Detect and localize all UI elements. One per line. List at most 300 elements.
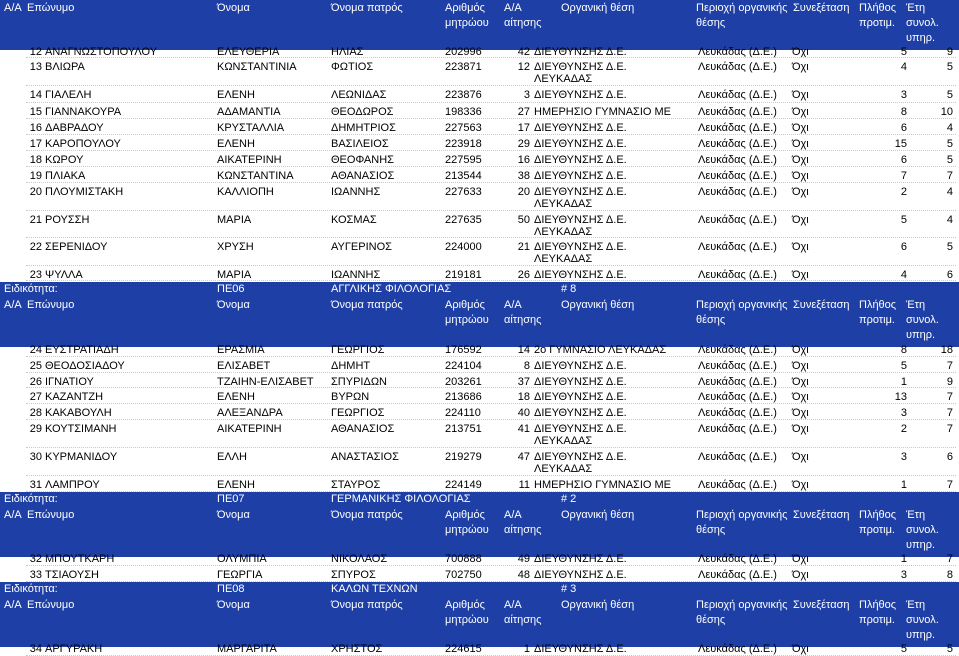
row-surname: ΑΡΓΥΡΑΚΗ: [45, 643, 103, 655]
table-row: [0, 373, 959, 388]
row-surname: ΜΠΟΥΤΚΑΡΗ: [45, 553, 115, 565]
row-spouse: Όχι: [792, 89, 809, 101]
row-name: ΚΩΝΣΤΑΝΤΙΝΙΑ: [217, 61, 297, 73]
row-position-line1: ΔΙΕΥΘΥΝΣΗΣ Δ.Ε.: [534, 122, 627, 134]
header-app-no-line1: Α/Α: [504, 599, 522, 611]
row-service-years: 7: [946, 553, 953, 565]
row-position-line1: ΔΙΕΥΘΥΝΣΗΣ Δ.Ε.: [534, 46, 627, 58]
row-father-name: ΒΥΡΩΝ: [331, 391, 370, 403]
row-area: Λευκάδας (Δ.Ε.): [698, 423, 777, 435]
row-position-line1: ΔΙΕΥΘΥΝΣΗΣ Δ.Ε.: [534, 269, 627, 281]
table-row: [0, 550, 959, 566]
header-name: Όνομα: [217, 599, 250, 611]
row-area: Λευκάδας (Δ.Ε.): [698, 138, 777, 150]
header-points-line2: προτιμ.: [859, 524, 895, 536]
row-aa: 23: [29, 269, 42, 281]
row-position-line1: ΔΙΕΥΘΥΝΣΗΣ Δ.Ε.: [534, 360, 627, 372]
row-application-number: 26: [517, 269, 530, 281]
row-name: ΑΙΚΑΤΕΡΙΝΗ: [217, 423, 282, 435]
row-position-line1: ΔΙΕΥΘΥΝΣΗΣ Δ.Ε.: [534, 407, 627, 419]
row-aa: 21: [29, 214, 42, 226]
row-registry-number: 227635: [445, 214, 482, 226]
header-registry-line2: μητρώου: [445, 614, 489, 626]
row-aa: 32: [29, 553, 42, 565]
row-aa: 30: [29, 451, 42, 463]
header-registry-line1: Αριθμός: [445, 509, 485, 521]
header-points-line2: προτιμ.: [859, 17, 895, 29]
row-preferences-count: 1: [900, 553, 907, 565]
row-spouse: Όχι: [792, 407, 809, 419]
row-divider: [26, 280, 956, 281]
row-father-name: ΘΕΟΔΩΡΟΣ: [331, 106, 394, 118]
header-app-no-line1: Α/Α: [504, 509, 522, 521]
row-area: Λευκάδας (Δ.Ε.): [698, 391, 777, 403]
row-surname: ΚΥΡΜΑΝΙΔΟΥ: [45, 451, 118, 463]
header-area-line1: Περιοχή οργανικής: [696, 2, 788, 14]
specialty-bar: [0, 582, 959, 597]
header-father-name: Όνομα πατρός: [331, 2, 403, 14]
row-name: ΧΡΥΣΗ: [217, 241, 254, 253]
row-aa: 18: [29, 154, 42, 166]
specialty-label: Ειδικότητα:: [4, 583, 58, 595]
row-spouse: Όχι: [792, 423, 809, 435]
row-area: Λευκάδας (Δ.Ε.): [698, 344, 777, 356]
row-application-number: 8: [523, 360, 530, 372]
row-registry-number: 213686: [445, 391, 482, 403]
row-spouse: Όχι: [792, 46, 809, 58]
header-area-line2: θέσης: [696, 17, 726, 29]
table-row: [0, 388, 959, 404]
row-aa: 24: [29, 344, 42, 356]
row-preferences-count: 8: [900, 106, 907, 118]
row-position-line2: ΛΕΥΚΑΔΑΣ: [534, 463, 593, 475]
row-area: Λευκάδας (Δ.Ε.): [698, 46, 777, 58]
row-father-name: ΒΑΣΙΛΕΙΟΣ: [331, 138, 389, 150]
header-father-name: Όνομα πατρός: [331, 299, 403, 311]
row-service-years: 7: [946, 391, 953, 403]
row-preferences-count: 8: [900, 344, 907, 356]
row-name: ΕΛΙΣΑΒΕΤ: [217, 360, 271, 372]
row-registry-number: 213751: [445, 423, 482, 435]
header-aa: Α/Α: [4, 509, 22, 521]
row-father-name: ΑΥΓΕΡΙΝΟΣ: [331, 241, 392, 253]
row-spouse: Όχι: [792, 170, 809, 182]
header-years-line1: Έτη: [906, 299, 926, 311]
row-surname: ΕΥΣΤΡΑΤΙΑΔΗ: [45, 344, 119, 356]
row-spouse: Όχι: [792, 106, 809, 118]
row-position-line1: ΔΙΕΥΘΥΝΣΗΣ Δ.Ε.: [534, 186, 627, 198]
row-position-line2: ΛΕΥΚΑΔΑΣ: [534, 198, 593, 210]
row-name: ΕΛΕΝΗ: [217, 479, 255, 491]
row-father-name: ΣΤΑΥΡΟΣ: [331, 479, 381, 491]
row-position-line1: ΔΙΕΥΘΥΝΣΗΣ Δ.Ε.: [534, 423, 627, 435]
specialty-title: ΚΑΛΩΝ ΤΕΧΝΩΝ: [331, 583, 418, 595]
row-father-name: ΛΕΩΝΙΔΑΣ: [331, 89, 387, 101]
table-row: [0, 43, 959, 58]
header-years-line3: υπηρ.: [906, 32, 936, 44]
header-registry-line1: Αριθμός: [445, 299, 485, 311]
row-area: Λευκάδας (Δ.Ε.): [698, 122, 777, 134]
table-row: [0, 119, 959, 135]
row-application-number: 38: [517, 170, 530, 182]
row-name: ΚΡΥΣΤΑΛΛΙΑ: [217, 122, 285, 134]
header-app-no-line2: αίτησης: [504, 524, 542, 536]
row-registry-number: 198336: [445, 106, 482, 118]
specialty-count: # 3: [561, 583, 577, 595]
row-registry-number: 224104: [445, 360, 482, 372]
row-spouse: Όχι: [792, 154, 809, 166]
header-surname: Επώνυμο: [27, 2, 75, 14]
header-app-no-line2: αίτησης: [504, 17, 542, 29]
header-father-name: Όνομα πατρός: [331, 599, 403, 611]
row-father-name: ΣΠΥΡΙΔΩΝ: [331, 376, 387, 388]
header-years-line3: υπηρ.: [906, 539, 936, 551]
table-row: [0, 420, 959, 448]
header-area-line1: Περιοχή οργανικής: [696, 299, 788, 311]
row-application-number: 42: [517, 46, 530, 58]
row-preferences-count: 6: [900, 154, 907, 166]
header-app-no-line1: Α/Α: [504, 299, 522, 311]
row-position-line1: 2ο ΓΥΜΝΑΣΙΟ ΛΕΥΚΑΔΑΣ: [534, 344, 667, 356]
header-points-line2: προτιμ.: [859, 614, 895, 626]
header-name: Όνομα: [217, 509, 250, 521]
header-years-line3: υπηρ.: [906, 329, 936, 341]
row-registry-number: 203261: [445, 376, 482, 388]
row-service-years: 8: [946, 569, 953, 581]
row-father-name: ΑΘΑΝΑΣΙΟΣ: [331, 170, 395, 182]
row-father-name: ΦΩΤΙΟΣ: [331, 61, 374, 73]
row-application-number: 1: [523, 643, 530, 655]
row-registry-number: 224000: [445, 241, 482, 253]
row-application-number: 37: [517, 376, 530, 388]
row-service-years: 5: [946, 138, 953, 150]
row-preferences-count: 5: [900, 214, 907, 226]
header-surname: Επώνυμο: [27, 599, 75, 611]
row-aa: 28: [29, 407, 42, 419]
row-application-number: 29: [517, 138, 530, 150]
row-service-years: 6: [946, 269, 953, 281]
row-father-name: ΓΕΩΡΓΙΟΣ: [331, 344, 385, 356]
row-area: Λευκάδας (Δ.Ε.): [698, 376, 777, 388]
row-name: ΓΕΩΡΓΙΑ: [217, 569, 263, 581]
specialty-code: ΠΕ06: [217, 283, 245, 295]
row-area: Λευκάδας (Δ.Ε.): [698, 106, 777, 118]
row-area: Λευκάδας (Δ.Ε.): [698, 553, 777, 565]
row-aa: 13: [29, 61, 42, 73]
table-row: [0, 448, 959, 476]
row-name: ΟΛΥΜΠΙΑ: [217, 553, 267, 565]
row-preferences-count: 3: [900, 451, 907, 463]
specialty-title: ΓΕΡΜΑΝΙΚΗΣ ΦΙΛΟΛΟΓΙΑΣ: [331, 493, 471, 505]
row-position-line2: ΛΕΥΚΑΔΑΣ: [534, 73, 593, 85]
row-registry-number: 227633: [445, 186, 482, 198]
header-years-line1: Έτη: [906, 2, 926, 14]
row-service-years: 5: [946, 61, 953, 73]
header-surname: Επώνυμο: [27, 509, 75, 521]
row-name: ΜΑΡΓΑΡΙΤΑ: [217, 643, 277, 655]
row-aa: 33: [29, 569, 42, 581]
row-preferences-count: 6: [900, 122, 907, 134]
row-application-number: 41: [517, 423, 530, 435]
specialty-code: ΠΕ08: [217, 583, 245, 595]
row-area: Λευκάδας (Δ.Ε.): [698, 154, 777, 166]
row-area: Λευκάδας (Δ.Ε.): [698, 360, 777, 372]
header-spouse: Συνεξέταση: [793, 2, 850, 14]
row-father-name: ΣΠΥΡΟΣ: [331, 569, 376, 581]
header-name: Όνομα: [217, 299, 250, 311]
row-father-name: ΝΙΚΟΛΑΟΣ: [331, 553, 388, 565]
row-preferences-count: 5: [900, 46, 907, 58]
row-aa: 15: [29, 106, 42, 118]
table-row: [0, 357, 959, 373]
row-preferences-count: 3: [900, 407, 907, 419]
row-surname: ΓΙΑΝΝΑΚΟΥΡΑ: [45, 106, 122, 118]
row-application-number: 48: [517, 569, 530, 581]
row-area: Λευκάδας (Δ.Ε.): [698, 479, 777, 491]
row-spouse: Όχι: [792, 479, 809, 491]
row-name: ΑΔΑΜΑΝΤΙΑ: [217, 106, 281, 118]
row-registry-number: 176592: [445, 344, 482, 356]
header-area-line2: θέσης: [696, 614, 726, 626]
row-father-name: ΔΗΜΗΤΡΙΟΣ: [331, 122, 396, 134]
row-aa: 12: [29, 46, 42, 58]
header-app-no-line1: Α/Α: [504, 2, 522, 14]
row-name: ΕΛΕΝΗ: [217, 391, 255, 403]
row-area: Λευκάδας (Δ.Ε.): [698, 186, 777, 198]
header-app-no-line2: αίτησης: [504, 614, 542, 626]
header-points-line1: Πλήθος: [859, 299, 897, 311]
row-name: ΕΛΛΗ: [217, 451, 247, 463]
row-registry-number: 227595: [445, 154, 482, 166]
header-years-line2: συνολ.: [906, 314, 939, 326]
row-spouse: Όχι: [792, 138, 809, 150]
header-aa: Α/Α: [4, 2, 22, 14]
row-father-name: ΗΛΙΑΣ: [331, 46, 364, 58]
row-service-years: 5: [946, 89, 953, 101]
row-preferences-count: 5: [900, 643, 907, 655]
row-father-name: ΧΡΗΣΤΟΣ: [331, 643, 383, 655]
row-registry-number: 224615: [445, 643, 482, 655]
row-position-line1: ΔΙΕΥΘΥΝΣΗΣ Δ.Ε.: [534, 553, 627, 565]
table-row: [0, 341, 959, 357]
header-spouse: Συνεξέταση: [793, 509, 850, 521]
row-service-years: 18: [940, 344, 953, 356]
header-app-no-line2: αίτησης: [504, 314, 542, 326]
row-position-line1: ΔΙΕΥΘΥΝΣΗΣ Δ.Ε.: [534, 214, 627, 226]
row-name: ΕΛΕΝΗ: [217, 89, 255, 101]
row-aa: 31: [29, 479, 42, 491]
row-father-name: ΙΩΑΝΝΗΣ: [331, 186, 381, 198]
row-spouse: Όχι: [792, 269, 809, 281]
row-surname: ΣΕΡΕΝΙΔΟΥ: [45, 241, 108, 253]
row-registry-number: 219181: [445, 269, 482, 281]
row-aa: 20: [29, 186, 42, 198]
row-aa: 16: [29, 122, 42, 134]
row-spouse: Όχι: [792, 553, 809, 565]
row-application-number: 20: [517, 186, 530, 198]
row-position-line1: ΔΙΕΥΘΥΝΣΗΣ Δ.Ε.: [534, 451, 627, 463]
specialty-count: # 2: [561, 493, 577, 505]
row-area: Λευκάδας (Δ.Ε.): [698, 241, 777, 253]
row-spouse: Όχι: [792, 214, 809, 226]
row-position-line1: ΔΙΕΥΘΥΝΣΗΣ Δ.Ε.: [534, 138, 627, 150]
table-row: [0, 86, 959, 103]
row-spouse: Όχι: [792, 391, 809, 403]
row-spouse: Όχι: [792, 376, 809, 388]
row-surname: ΒΛΙΩΡΑ: [45, 61, 85, 73]
header-registry-line2: μητρώου: [445, 17, 489, 29]
row-surname: ΚΑΡΟΠΟΥΛΟΥ: [45, 138, 121, 150]
header-points-line1: Πλήθος: [859, 599, 897, 611]
row-area: Λευκάδας (Δ.Ε.): [698, 643, 777, 655]
row-service-years: 7: [946, 170, 953, 182]
header-years-line1: Έτη: [906, 509, 926, 521]
row-service-years: 4: [946, 122, 953, 134]
row-surname: ΛΑΜΠΡΟΥ: [45, 479, 100, 491]
row-surname: ΙΓΝΑΤΙΟΥ: [45, 376, 94, 388]
row-service-years: 7: [946, 407, 953, 419]
row-name: ΑΛΕΞΑΝΔΡΑ: [217, 407, 283, 419]
row-spouse: Όχι: [792, 344, 809, 356]
header-spouse: Συνεξέταση: [793, 599, 850, 611]
row-registry-number: 223876: [445, 89, 482, 101]
row-father-name: ΚΟΣΜΑΣ: [331, 214, 377, 226]
header-points-line2: προτιμ.: [859, 314, 895, 326]
row-aa: 22: [29, 241, 42, 253]
row-registry-number: 223918: [445, 138, 482, 150]
row-preferences-count: 1: [900, 479, 907, 491]
header-father-name: Όνομα πατρός: [331, 509, 403, 521]
specialty-label: Ειδικότητα:: [4, 493, 58, 505]
row-name: ΜΑΡΙΑ: [217, 214, 252, 226]
row-name: ΚΩΝΣΤΑΝΤΙΝΑ: [217, 170, 294, 182]
row-spouse: Όχι: [792, 643, 809, 655]
row-application-number: 18: [517, 391, 530, 403]
row-preferences-count: 2: [900, 186, 907, 198]
header-aa: Α/Α: [4, 299, 22, 311]
row-application-number: 3: [523, 89, 530, 101]
table-row: [0, 238, 959, 266]
table-row: [0, 266, 959, 281]
row-father-name: ΔΗΜΗΤ: [331, 360, 371, 372]
row-preferences-count: 3: [900, 89, 907, 101]
row-service-years: 9: [946, 376, 953, 388]
specialty-title: ΑΓΓΛΙΚΗΣ ΦΙΛΟΛΟΓΙΑΣ: [331, 283, 452, 295]
table-row: [0, 566, 959, 582]
row-position-line1: ΗΜΕΡΗΣΙΟ ΓΥΜΝΑΣΙΟ ΜΕ: [534, 479, 672, 491]
header-area-line1: Περιοχή οργανικής: [696, 509, 788, 521]
header-position: Οργανική θέση: [561, 2, 635, 14]
row-area: Λευκάδας (Δ.Ε.): [698, 451, 777, 463]
row-position-line1: ΗΜΕΡΗΣΙΟ ΓΥΜΝΑΣΙΟ ΜΕ: [534, 106, 672, 118]
table-row: [0, 103, 959, 119]
row-area: Λευκάδας (Δ.Ε.): [698, 407, 777, 419]
row-application-number: 21: [517, 241, 530, 253]
header-points-line1: Πλήθος: [859, 2, 897, 14]
row-area: Λευκάδας (Δ.Ε.): [698, 569, 777, 581]
row-position-line1: ΔΙΕΥΘΥΝΣΗΣ Δ.Ε.: [534, 241, 627, 253]
row-application-number: 16: [517, 154, 530, 166]
row-preferences-count: 6: [900, 241, 907, 253]
row-service-years: 4: [946, 214, 953, 226]
table-row: [0, 58, 959, 86]
row-name: ΜΑΡΙΑ: [217, 269, 252, 281]
header-position: Οργανική θέση: [561, 599, 635, 611]
specialty-count: # 8: [561, 283, 577, 295]
header-registry-line1: Αριθμός: [445, 599, 485, 611]
row-service-years: 7: [946, 423, 953, 435]
row-spouse: Όχι: [792, 122, 809, 134]
row-service-years: 5: [946, 241, 953, 253]
row-position-line1: ΔΙΕΥΘΥΝΣΗΣ Δ.Ε.: [534, 154, 627, 166]
row-area: Λευκάδας (Δ.Ε.): [698, 61, 777, 73]
row-position-line2: ΛΕΥΚΑΔΑΣ: [534, 253, 593, 265]
row-name: ΤΖΑΙΗΝ-ΕΛΙΣΑΒΕΤ: [217, 376, 314, 388]
row-name: ΚΑΛΛΙΟΠΗ: [217, 186, 274, 198]
row-service-years: 7: [946, 479, 953, 491]
row-service-years: 5: [946, 154, 953, 166]
row-registry-number: 224149: [445, 479, 482, 491]
row-application-number: 12: [517, 61, 530, 73]
row-registry-number: 227563: [445, 122, 482, 134]
row-spouse: Όχι: [792, 241, 809, 253]
row-area: Λευκάδας (Δ.Ε.): [698, 170, 777, 182]
specialty-label: Ειδικότητα:: [4, 283, 58, 295]
header-area-line2: θέσης: [696, 314, 726, 326]
row-surname: ΚΟΥΤΣΙΜΑΝΗ: [45, 423, 117, 435]
row-surname: ΠΛΙΑΚΑ: [45, 170, 86, 182]
row-service-years: 10: [940, 106, 953, 118]
row-position-line1: ΔΙΕΥΘΥΝΣΗΣ Δ.Ε.: [534, 376, 627, 388]
header-position: Οργανική θέση: [561, 299, 635, 311]
row-name: ΑΙΚΑΤΕΡΙΝΗ: [217, 154, 282, 166]
header-registry-line1: Αριθμός: [445, 2, 485, 14]
row-registry-number: 224110: [445, 407, 481, 419]
header-years-line1: Έτη: [906, 599, 926, 611]
row-position-line1: ΔΙΕΥΘΥΝΣΗΣ Δ.Ε.: [534, 89, 627, 101]
row-aa: 17: [29, 138, 42, 150]
row-spouse: Όχι: [792, 61, 809, 73]
row-application-number: 49: [517, 553, 530, 565]
table-row: [0, 183, 959, 211]
header-years-line3: υπηρ.: [906, 629, 936, 641]
row-surname: ΚΑΖΑΝΤΖΗ: [45, 391, 104, 403]
row-application-number: 40: [517, 407, 530, 419]
row-service-years: 7: [946, 360, 953, 372]
row-application-number: 14: [517, 344, 530, 356]
row-application-number: 50: [517, 214, 530, 226]
row-registry-number: 219279: [445, 451, 482, 463]
row-aa: 27: [29, 391, 42, 403]
row-position-line1: ΔΙΕΥΘΥΝΣΗΣ Δ.Ε.: [534, 170, 627, 182]
table-row: [0, 151, 959, 167]
header-registry-line2: μητρώου: [445, 314, 489, 326]
row-service-years: 5: [946, 643, 953, 655]
row-surname: ΡΟΥΣΣΗ: [45, 214, 90, 226]
table-row: [0, 211, 959, 238]
header-area-line1: Περιοχή οργανικής: [696, 599, 788, 611]
row-preferences-count: 5: [900, 360, 907, 372]
row-registry-number: 202996: [445, 46, 482, 58]
row-aa: 34: [29, 643, 42, 655]
row-surname: ΠΛΟΥΜΙΣΤΑΚΗ: [45, 186, 124, 198]
row-preferences-count: 13: [894, 391, 907, 403]
header-spouse: Συνεξέταση: [793, 299, 850, 311]
row-service-years: 9: [946, 46, 953, 58]
table-row: [0, 640, 959, 656]
row-surname: ΘΕΟΔΟΣΙΑΔΟΥ: [45, 360, 125, 372]
row-position-line1: ΔΙΕΥΘΥΝΣΗΣ Δ.Ε.: [534, 391, 627, 403]
